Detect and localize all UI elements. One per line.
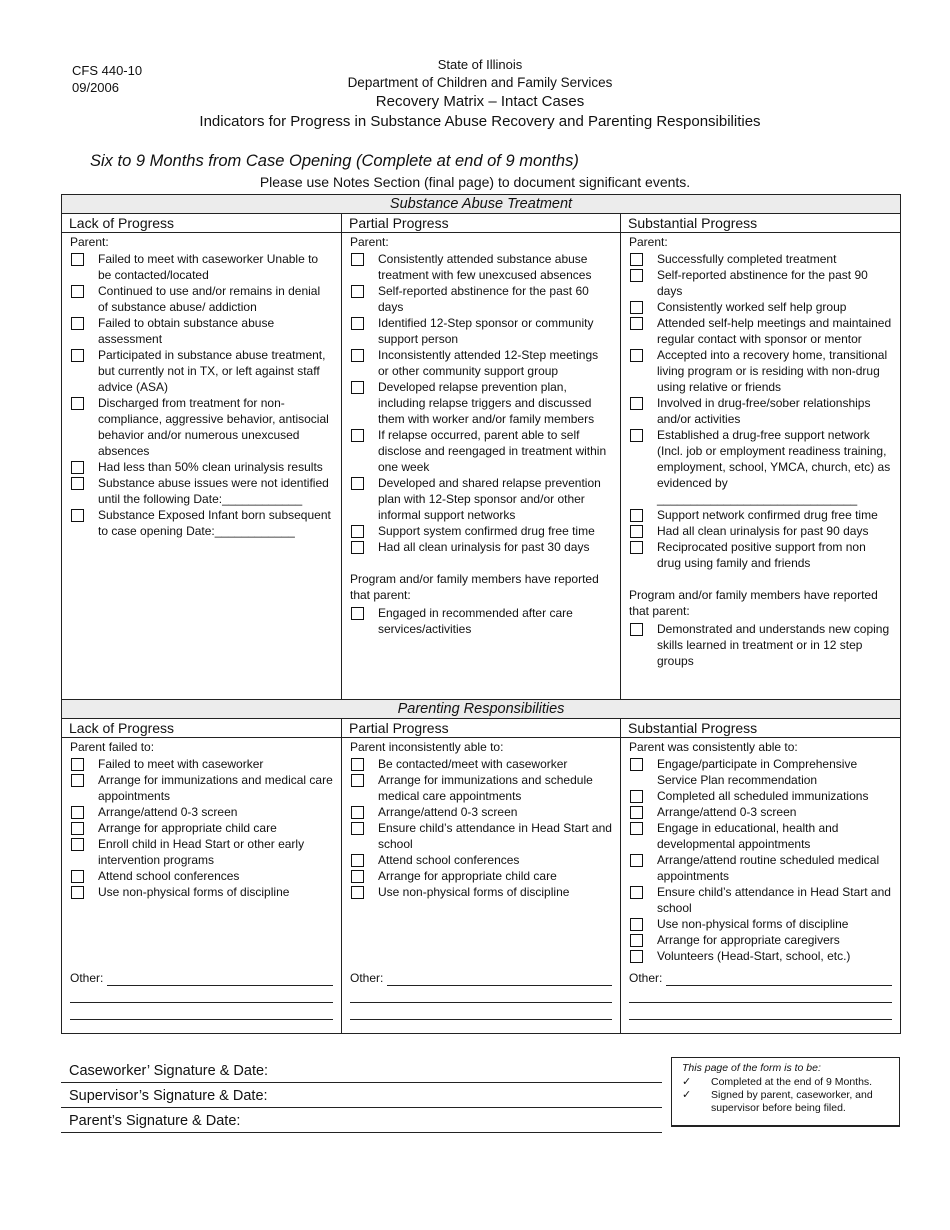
document-subtitle: Indicators for Progress in Substance Abuse Recovery and Parenting Responsibilities: [199, 113, 761, 130]
checkbox[interactable]: [71, 477, 84, 490]
caseworker-signature-field[interactable]: [61, 1060, 662, 1083]
checklist-item[interactable]: [350, 475, 612, 523]
checklist-item[interactable]: [350, 283, 612, 315]
checklist-item-label: Failed to meet with caseworker: [98, 757, 264, 771]
signature-line[interactable]: [61, 1082, 662, 1083]
checklist-item[interactable]: [350, 820, 612, 852]
other-line-rule[interactable]: [387, 972, 612, 986]
checkbox[interactable]: [71, 285, 84, 298]
checklist-item[interactable]: [70, 283, 333, 315]
checklist-item[interactable]: [629, 507, 892, 523]
other-line-rule[interactable]: [107, 972, 333, 986]
checkbox[interactable]: [351, 758, 364, 771]
checklist-item-label: Inconsistently attended 12-Step meetings or other community support group: [378, 348, 599, 378]
checklist-item-label: Support network confirmed drug free time: [657, 508, 878, 522]
checkbox[interactable]: [630, 758, 643, 771]
checkbox[interactable]: [630, 269, 643, 282]
checklist: [350, 756, 612, 900]
checkbox[interactable]: [630, 934, 643, 947]
checklist-item-label: Substance abuse issues were not identified until the following Date:____________: [98, 476, 329, 506]
checklist-item[interactable]: [350, 605, 612, 637]
checkmark-icon: ✓: [682, 1089, 692, 1101]
checkbox[interactable]: [351, 541, 364, 554]
substance-col-partial: Partial Progress: [342, 214, 621, 233]
form-revision-date: 09/2006: [72, 80, 119, 95]
other-line-rule[interactable]: [629, 986, 892, 1003]
checkbox[interactable]: [71, 822, 84, 835]
checklist-item-label: Completed all scheduled immunizations: [657, 789, 869, 803]
checklist-item[interactable]: [70, 756, 333, 772]
checkbox[interactable]: [71, 317, 84, 330]
other-line-rule[interactable]: [70, 986, 333, 1003]
checkbox[interactable]: [630, 806, 643, 819]
checkbox[interactable]: [351, 253, 364, 266]
checklist-item-label: Substance Exposed Infant born subsequent to case opening Date:____________: [98, 508, 331, 538]
cell-lead-label: Parent:: [70, 235, 109, 249]
checklist-item-label: Failed to obtain substance abuse assessment: [98, 316, 275, 346]
checkbox[interactable]: [71, 806, 84, 819]
checkbox[interactable]: [351, 381, 364, 394]
checklist-item-label: Arrange for appropriate child care: [98, 821, 277, 835]
checkbox[interactable]: [71, 461, 84, 474]
checklist-item[interactable]: [350, 756, 612, 772]
checklist-item-label: Engaged in recommended after care services/activities: [378, 606, 573, 636]
checkbox[interactable]: [351, 285, 364, 298]
checkbox[interactable]: [351, 477, 364, 490]
checklist: [70, 756, 333, 900]
parenting-partial-cell: [342, 738, 621, 1034]
checklist-item[interactable]: [629, 251, 892, 267]
checklist: [70, 251, 333, 539]
cell-lead-label: Parent:: [350, 235, 389, 249]
checklist-item[interactable]: [629, 523, 892, 539]
checklist-item-label: Failed to meet with caseworker Unable to be contacted/located: [98, 252, 319, 282]
department-name: Department of Children and Family Services: [347, 75, 613, 90]
caseworker-signature-label: Caseworker’ Signature & Date:: [69, 1063, 269, 1079]
checkbox[interactable]: [630, 541, 643, 554]
checklist-item[interactable]: [629, 315, 892, 347]
other-line-rule[interactable]: [666, 972, 892, 986]
other-notes-field[interactable]: [350, 970, 612, 1020]
signature-line[interactable]: [61, 1107, 662, 1108]
checklist-item-label: Ensure child’s attendance in Head Start and school: [378, 821, 612, 851]
checklist-item[interactable]: [70, 475, 333, 507]
checkbox[interactable]: [351, 607, 364, 620]
checklist-item-label: Arrange/attend routine scheduled medical appointments: [657, 853, 880, 883]
checklist-item-label: Had all clean urinalysis for past 90 days: [657, 524, 869, 538]
checklist-item[interactable]: [629, 299, 892, 315]
checkbox[interactable]: [630, 349, 643, 362]
notice-item: [682, 1076, 893, 1089]
checklist-item-label: Use non-physical forms of discipline: [98, 885, 290, 899]
checkbox[interactable]: [630, 822, 643, 835]
checklist-item[interactable]: [350, 427, 612, 475]
checkbox[interactable]: [351, 349, 364, 362]
checklist-item[interactable]: [70, 251, 333, 283]
parenting-section-title: Parenting Responsibilities: [62, 700, 901, 719]
checkbox[interactable]: [71, 758, 84, 771]
checkbox[interactable]: [351, 886, 364, 899]
supervisor-signature-field[interactable]: [61, 1085, 662, 1108]
checklist-item[interactable]: [629, 756, 892, 788]
checklist-item-label: Developed relapse prevention plan, including relapse triggers and discussed them with worker and/or family members: [378, 380, 595, 426]
checkbox[interactable]: [630, 918, 643, 931]
parent-signature-label: Parent’s Signature & Date:: [69, 1113, 241, 1129]
checklist-item[interactable]: [350, 347, 612, 379]
checklist-item-label: Successfully completed treatment: [657, 252, 837, 266]
other-label: Other:: [350, 971, 384, 985]
checkbox[interactable]: [71, 774, 84, 787]
checkbox[interactable]: [351, 429, 364, 442]
other-notes-field[interactable]: [70, 970, 333, 1020]
checkbox[interactable]: [630, 950, 643, 963]
parenting-col-substantial: Substantial Progress: [621, 719, 901, 738]
checklist: [350, 251, 612, 555]
checklist: [629, 756, 892, 964]
checklist-item-label: Had all clean urinalysis for past 30 days: [378, 540, 590, 554]
notice-title: This page of the form is to be:: [682, 1062, 821, 1074]
checklist-item-label: Self-reported abstinence for the past 60 days: [378, 284, 589, 314]
checklist-item-label: Volunteers (Head-Start, school, etc.): [657, 949, 851, 963]
reported-label: Program and/or family members have reported that parent:: [350, 572, 599, 602]
substance-partial-cell: [342, 233, 621, 700]
checklist-item[interactable]: [70, 315, 333, 347]
substance-lack-cell: [62, 233, 342, 700]
supervisor-signature-label: Supervisor’s Signature & Date:: [69, 1088, 268, 1104]
checklist-item[interactable]: [350, 772, 612, 804]
checkbox[interactable]: [630, 429, 643, 442]
checklist-item[interactable]: [350, 884, 612, 900]
checkbox[interactable]: [71, 870, 84, 883]
checklist-item[interactable]: [70, 868, 333, 884]
other-label: Other:: [629, 971, 663, 985]
checkbox[interactable]: [71, 509, 84, 522]
substance-col-lack: Lack of Progress: [62, 214, 342, 233]
notice-item-text: Completed at the end of 9 Months.: [711, 1076, 873, 1088]
checklist-item[interactable]: [629, 621, 892, 669]
checkbox[interactable]: [630, 525, 643, 538]
checklist-item[interactable]: [629, 427, 892, 507]
checklist-item-label: Self-reported abstinence for the past 90 days: [657, 268, 868, 298]
checklist-item-label: Be contacted/meet with caseworker: [378, 757, 568, 771]
parent-signature-field[interactable]: [61, 1110, 662, 1133]
checklist-item-label: Attend school conferences: [378, 853, 520, 867]
checklist-item-label: Reciprocated positive support from non drug using family and friends: [657, 540, 866, 570]
checklist-item-label: Discharged from treatment for non-compliance, aggressive behavior, antisocial behavior and/or numerous unexcused absences: [98, 396, 329, 458]
checkbox[interactable]: [351, 525, 364, 538]
other-line-rule[interactable]: [70, 1003, 333, 1020]
checkmark-icon: ✓: [682, 1076, 692, 1088]
recovery-matrix-table: [61, 194, 901, 1034]
checklist-item[interactable]: [350, 868, 612, 884]
document-header: [120, 56, 840, 132]
checklist-item-label: Attended self-help meetings and maintained regular contact with sponsor or mentor: [657, 316, 892, 346]
checkbox[interactable]: [351, 806, 364, 819]
parenting-col-partial: Partial Progress: [342, 719, 621, 738]
signature-line[interactable]: [61, 1132, 662, 1133]
notice-item: [682, 1089, 893, 1115]
substance-substantial-cell: [621, 233, 901, 700]
cell-lead-label: Parent:: [629, 235, 668, 249]
checkbox[interactable]: [630, 301, 643, 314]
checklist-item-label: Consistently worked self help group: [657, 300, 847, 314]
checklist-item-label: Engage/participate in Comprehensive Service Plan recommendation: [657, 757, 858, 787]
checklist-item[interactable]: [629, 916, 892, 932]
other-notes-field[interactable]: [629, 970, 892, 1020]
cell-lead-label: Parent inconsistently able to:: [350, 740, 504, 754]
checklist-item-label: Established a drug-free support network (Incl. job or employment readiness training, employment, school, YMCA, church, etc) as evidenced by ______________________________: [657, 428, 891, 506]
checklist-item-label: Participated in substance abuse treatment, but currently not in TX, or left against staff advice (ASA): [98, 348, 326, 394]
checkbox[interactable]: [630, 509, 643, 522]
checklist-item-label: Ensure child’s attendance in Head Start and school: [657, 885, 891, 915]
checklist-item-label: Accepted into a recovery home, transitional living program or is residing with non-drug using relative or friends: [657, 348, 888, 394]
form-number: CFS 440-10: [72, 63, 143, 78]
completion-notice-box: [671, 1057, 900, 1127]
checkbox[interactable]: [351, 870, 364, 883]
checklist-item-label: Use non-physical forms of discipline: [657, 917, 849, 931]
parenting-lack-cell: [62, 738, 342, 1034]
parenting-substantial-cell: [621, 738, 901, 1034]
other-line-rule[interactable]: [350, 1003, 612, 1020]
notice-item-text: Signed by parent, caseworker, and supervisor before being filed.: [711, 1089, 873, 1114]
other-line-rule[interactable]: [350, 986, 612, 1003]
parenting-col-lack: Lack of Progress: [62, 719, 342, 738]
substance-col-substantial: Substantial Progress: [621, 214, 901, 233]
checkbox[interactable]: [630, 790, 643, 803]
checklist-item[interactable]: [70, 772, 333, 804]
checkbox[interactable]: [630, 397, 643, 410]
notice-list: [672, 1076, 899, 1115]
substance-section-title: Substance Abuse Treatment: [62, 195, 901, 214]
checkbox[interactable]: [630, 253, 643, 266]
checklist-item[interactable]: [70, 820, 333, 836]
checklist-item[interactable]: [629, 852, 892, 884]
notes-instruction: Please use Notes Section (final page) to document significant events.: [259, 174, 691, 190]
checklist-item-label: Identified 12-Step sponsor or community support person: [378, 316, 594, 346]
checklist-item[interactable]: [70, 459, 333, 475]
checklist-item[interactable]: [629, 347, 892, 395]
other-line-rule[interactable]: [629, 1003, 892, 1020]
checklist-item[interactable]: [350, 539, 612, 555]
checklist-item[interactable]: [629, 948, 892, 964]
checkbox[interactable]: [71, 349, 84, 362]
checklist-item[interactable]: [350, 852, 612, 868]
checkbox[interactable]: [630, 317, 643, 330]
checkbox[interactable]: [71, 838, 84, 851]
checklist-item[interactable]: [629, 804, 892, 820]
period-heading: Six to 9 Months from Case Opening (Complete at end of 9 months): [90, 152, 579, 170]
checkbox[interactable]: [71, 886, 84, 899]
checklist-item-label: Continued to use and/or remains in denial of substance abuse/ addiction: [98, 284, 321, 314]
checklist-item[interactable]: [70, 836, 333, 868]
checklist-item-label: If relapse occurred, parent able to self disclose and reengaged in treatment within one week: [378, 428, 607, 474]
checklist-item[interactable]: [70, 347, 333, 395]
checkbox[interactable]: [351, 774, 364, 787]
checklist-item-label: Support system confirmed drug free time: [378, 524, 595, 538]
checklist: [629, 251, 892, 571]
other-label: Other:: [70, 971, 104, 985]
checklist-item-label: Arrange/attend 0-3 screen: [378, 805, 518, 819]
checklist-item-label: Involved in drug-free/sober relationships and/or activities: [657, 396, 871, 426]
checklist-item[interactable]: [70, 804, 333, 820]
checklist-item-label: Developed and shared relapse prevention plan with 12-Step sponsor and/or other informal support networks: [378, 476, 601, 522]
checkbox[interactable]: [351, 317, 364, 330]
checkbox[interactable]: [71, 397, 84, 410]
checklist-item-label: Arrange for appropriate caregivers: [657, 933, 840, 947]
checklist-item[interactable]: [629, 932, 892, 948]
checkbox[interactable]: [630, 854, 643, 867]
checkbox[interactable]: [351, 822, 364, 835]
checklist-item[interactable]: [629, 267, 892, 299]
checklist-item-label: Enroll child in Head Start or other early intervention programs: [98, 837, 305, 867]
checklist-item[interactable]: [70, 884, 333, 900]
checklist-item[interactable]: [629, 884, 892, 916]
checklist-item-label: Arrange/attend 0-3 screen: [657, 805, 797, 819]
document-title: Recovery Matrix – Intact Cases: [375, 93, 585, 110]
checklist: [629, 621, 892, 669]
checklist-item-label: Arrange for appropriate child care: [378, 869, 557, 883]
state-name: State of Illinois: [437, 57, 523, 72]
checklist-item-label: Consistently attended substance abuse treatment with few unexcused absences: [378, 252, 592, 282]
checklist-item[interactable]: [629, 788, 892, 804]
checklist: [350, 605, 612, 637]
checklist-item[interactable]: [629, 395, 892, 427]
checklist-item[interactable]: [350, 523, 612, 539]
checkbox[interactable]: [630, 623, 643, 636]
checklist-item-label: Arrange/attend 0-3 screen: [98, 805, 238, 819]
checklist-item[interactable]: [350, 804, 612, 820]
checklist-item-label: Engage in educational, health and developmental appointments: [657, 821, 839, 851]
checklist-item-label: Arrange for immunizations and medical care appointments: [98, 773, 333, 803]
checklist-item-label: Demonstrated and understands new coping skills learned in treatment or in 12 step groups: [657, 622, 890, 668]
checklist-item-label: Arrange for immunizations and schedule medical care appointments: [378, 773, 593, 803]
checklist-item[interactable]: [350, 379, 612, 427]
checklist-item[interactable]: [70, 507, 333, 539]
checklist-item[interactable]: [350, 315, 612, 347]
checkbox[interactable]: [71, 253, 84, 266]
reported-label: Program and/or family members have reported that parent:: [629, 588, 878, 618]
checklist-item-label: Attend school conferences: [98, 869, 240, 883]
cell-lead-label: Parent failed to:: [70, 740, 155, 754]
cell-lead-label: Parent was consistently able to:: [629, 740, 798, 754]
checklist-item[interactable]: [70, 395, 333, 459]
checkbox[interactable]: [351, 854, 364, 867]
checklist-item[interactable]: [629, 820, 892, 852]
checklist-item[interactable]: [629, 539, 892, 571]
checklist-item-label: Use non-physical forms of discipline: [378, 885, 570, 899]
checkbox[interactable]: [630, 886, 643, 899]
checklist-item-label: Had less than 50% clean urinalysis results: [98, 460, 323, 474]
checklist-item[interactable]: [350, 251, 612, 283]
